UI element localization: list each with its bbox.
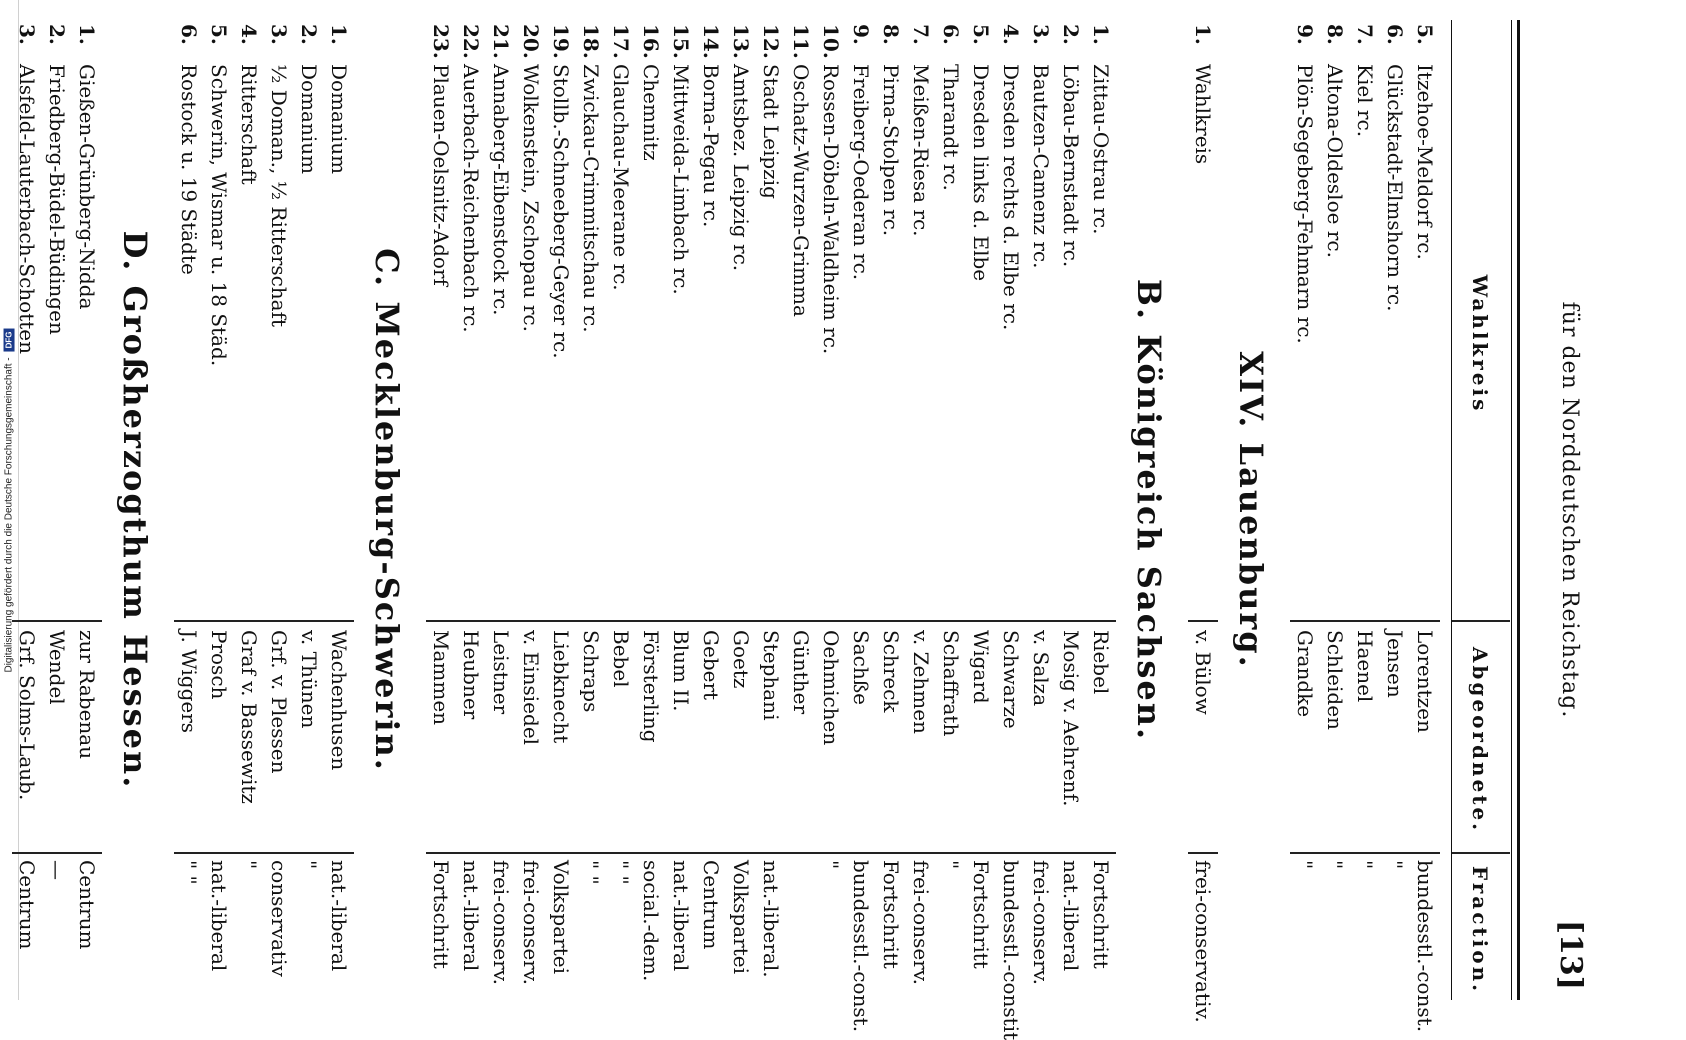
member-name: Schaffrath: [939, 630, 963, 737]
district-name: Rostock u. 19 Städte: [177, 64, 201, 275]
row-number: 1.: [327, 24, 351, 45]
faction-name: nat.-liberal: [327, 860, 351, 972]
district-name: Zittau-Ostrau rc.: [1089, 64, 1113, 235]
district-name: ½ Doman., ½ Ritterschaft: [267, 64, 291, 328]
column-divider: [426, 852, 1116, 854]
faction-name: nat.-liberal: [1059, 860, 1083, 972]
member-name: Bebel: [609, 630, 633, 688]
district-name: Pirna-Stolpen rc.: [879, 64, 903, 237]
row-number: 15.: [669, 24, 693, 59]
faction-name: bundesstl.-const.: [849, 860, 873, 1033]
district-name: Annaberg-Eibenstock rc.: [489, 64, 513, 316]
column-divider: [426, 620, 1116, 622]
member-name: Wendel: [45, 630, 69, 705]
row-number: 6.: [939, 24, 963, 45]
row-number: 9.: [849, 24, 873, 45]
member-name: Goetz: [729, 630, 753, 689]
member-name: Grandke: [1293, 630, 1317, 718]
faction-name: ": [1353, 860, 1377, 870]
row-number: 3.: [267, 24, 291, 45]
member-name: v. Thünen: [297, 630, 321, 729]
member-name: Schwarze: [999, 630, 1023, 729]
row-number: 8.: [879, 24, 903, 45]
faction-name: Centrum: [15, 860, 39, 950]
district-name: Dresden rechts d. Elbe rc.: [999, 64, 1023, 331]
faction-name: frei-conserv.: [909, 860, 933, 986]
district-name: Freiberg-Oederan rc.: [849, 64, 873, 281]
top-rule: [1517, 20, 1520, 1000]
column-header-faction: Fraction.: [1468, 865, 1492, 995]
section-heading: C. Mecklenburg-Schwerin.: [368, 248, 406, 772]
header-column-divider: [1452, 620, 1510, 622]
district-name: Amtsbez. Leipzig rc.: [729, 64, 753, 272]
member-name: v. Einsiedel: [519, 630, 543, 746]
row-number: 5.: [969, 24, 993, 45]
member-name: Schraps: [579, 630, 603, 713]
district-name: Domanium: [297, 64, 321, 175]
district-name: Dresden links d. Elbe: [969, 64, 993, 282]
faction-name: Volkspartei: [549, 860, 573, 974]
member-name: Grf. Solms-Laub.: [15, 630, 39, 801]
district-name: Gießen-Grünberg-Nidda: [75, 64, 99, 310]
faction-name: ": [297, 860, 321, 870]
member-name: v. Zehmen: [909, 630, 933, 734]
member-name: Günther: [789, 630, 813, 715]
member-name: v. Salza: [1029, 630, 1053, 707]
faction-name: social.-dem.: [639, 860, 663, 982]
member-name: Gebert: [699, 630, 723, 701]
row-number: 5.: [207, 24, 231, 45]
column-divider: [12, 620, 102, 622]
member-name: Graf v. Bassewitz: [237, 630, 261, 804]
district-name: Meißen-Riesa rc.: [909, 64, 933, 237]
member-name: Stephani: [759, 630, 783, 721]
row-number: 22.: [459, 24, 483, 59]
row-number: 1.: [1089, 24, 1113, 45]
column-header-member: Abgeordnete.: [1468, 646, 1492, 834]
faction-name: frei-conservativ.: [1191, 860, 1215, 1023]
member-name: Haenel: [1353, 630, 1377, 703]
district-name: Schwerin, Wismar u. 18 Städ.: [207, 64, 231, 367]
digitization-note: Digitalisierung gefördert durch die Deutsche Forschungsgemeinschaft -: [3, 356, 15, 673]
column-divider: [1290, 852, 1440, 854]
member-name: Grf. v. Plessen: [267, 630, 291, 774]
section-heading: D. Großherzogthum Hessen.: [116, 230, 154, 790]
row-number: 6.: [1383, 24, 1407, 45]
member-name: Prosch: [207, 630, 231, 700]
district-name: Mittweida-Limbach rc.: [669, 64, 693, 295]
faction-name: bundesstl.-const.: [1413, 860, 1437, 1033]
row-number: 5.: [1413, 24, 1437, 45]
district-name: Plauen-Oelsnitz-Adorf: [429, 64, 453, 286]
member-name: Lorentzen: [1413, 630, 1437, 733]
faction-name: " ": [609, 860, 633, 885]
row-number: 20.: [519, 24, 543, 59]
faction-name: Centrum: [75, 860, 99, 950]
row-number: 8.: [1323, 24, 1347, 45]
faction-name: " ": [579, 860, 603, 885]
district-name: Bautzen-Camenz rc.: [1029, 64, 1053, 269]
row-number: 13.: [729, 24, 753, 59]
district-name: Altona-Oldesloe rc.: [1323, 64, 1347, 258]
row-number: 18.: [579, 24, 603, 59]
row-number: 1.: [1191, 24, 1215, 45]
row-number: 2.: [1059, 24, 1083, 45]
row-number: 23.: [429, 24, 453, 59]
member-name: Wigard: [969, 630, 993, 704]
member-name: J. Wiggers: [177, 630, 201, 734]
district-name: Chemnitz: [639, 64, 663, 161]
faction-name: Centrum: [699, 860, 723, 950]
faction-name: ": [237, 860, 261, 870]
row-number: 19.: [549, 24, 573, 59]
member-name: Schleiden: [1323, 630, 1347, 730]
row-number: 4.: [999, 24, 1023, 45]
row-number: 10.: [819, 24, 843, 59]
faction-name: ": [939, 860, 963, 870]
faction-name: nat.-liberal: [207, 860, 231, 972]
row-number: 12.: [759, 24, 783, 59]
row-number: 14.: [699, 24, 723, 59]
faction-name: —: [45, 860, 69, 880]
district-name: Tharandt rc.: [939, 64, 963, 191]
district-name: Stadt Leipzig: [759, 64, 783, 199]
member-name: Leistner: [489, 630, 513, 715]
district-name: Alsfeld-Lauterbach-Schotten: [15, 64, 39, 354]
member-name: Oehmichen: [819, 630, 843, 746]
district-name: Borna-Pegau rc.: [699, 64, 723, 228]
district-name: Domanium: [327, 64, 351, 175]
district-name: Wahlkreis: [1191, 64, 1215, 165]
row-number: 2.: [297, 24, 321, 45]
header-column-divider: [1452, 852, 1510, 854]
member-name: Mammen: [429, 630, 453, 726]
page-title: für den Norddeutschen Reichstag.: [1557, 301, 1583, 719]
column-divider: [1290, 620, 1440, 622]
section-heading: B. Königreich Sachsen.: [1130, 278, 1168, 742]
member-name: Riebel: [1089, 630, 1113, 695]
row-number: 2.: [45, 24, 69, 45]
top-rule-thin: [1511, 20, 1512, 1000]
page-header: [1540, 20, 1600, 1000]
column-divider: [1188, 620, 1218, 622]
faction-name: nat.-liberal.: [759, 860, 783, 978]
member-name: Mosig v. Aehrenf.: [1059, 630, 1083, 807]
section-heading: XIV. Lauenburg.: [1232, 351, 1270, 669]
district-name: Plön-Segeberg-Fehmarn rc.: [1293, 64, 1317, 344]
row-number: 7.: [909, 24, 933, 45]
row-number: 6.: [177, 24, 201, 45]
row-number: 3.: [15, 24, 39, 45]
member-name: zur Rabenau: [75, 630, 99, 760]
faction-name: Fortschritt: [1089, 860, 1113, 969]
member-name: Blum II.: [669, 630, 693, 712]
scanned-page: [15, 20, 1600, 1040]
faction-name: ": [819, 860, 843, 870]
faction-name: Volkspartei: [729, 860, 753, 974]
district-name: Itzehoe-Meldorf rc.: [1413, 64, 1437, 260]
column-divider: [174, 620, 354, 622]
member-name: v. Bülow: [1191, 630, 1215, 715]
member-name: Schreck: [879, 630, 903, 713]
row-number: 3.: [1029, 24, 1053, 45]
faction-name: frei-conserv.: [489, 860, 513, 986]
row-number: 21.: [489, 24, 513, 59]
district-name: Ritterschaft: [237, 64, 261, 185]
faction-name: ": [1383, 860, 1407, 870]
faction-name: ": [1293, 860, 1317, 870]
row-number: 4.: [237, 24, 261, 45]
faction-name: nat.-liberal: [459, 860, 483, 972]
district-name: Oschatz-Wurzen-Grimma: [789, 64, 813, 317]
district-name: Zwickau-Crimmitschau rc.: [579, 64, 603, 333]
faction-name: Fortschritt: [429, 860, 453, 969]
column-divider: [174, 852, 354, 854]
member-name: Liebknecht: [549, 630, 573, 744]
district-name: Glückstadt-Elmshorn rc.: [1383, 64, 1407, 312]
member-name: Försterling: [639, 630, 663, 743]
faction-name: Fortschritt: [969, 860, 993, 969]
faction-name: frei-conserv.: [1029, 860, 1053, 986]
district-name: Kiel rc.: [1353, 64, 1377, 138]
member-name: Wachenhusen: [327, 630, 351, 771]
dfg-logo: DFG: [4, 328, 15, 351]
district-name: Wolkenstein, Zschopau rc.: [519, 64, 543, 332]
row-number: 16.: [639, 24, 663, 59]
faction-name: Fortschritt: [879, 860, 903, 969]
district-name: Stollb.-Schneeberg-Geyer rc.: [549, 64, 573, 359]
member-name: Jensen: [1383, 630, 1407, 698]
district-name: Auerbach-Reichenbach rc.: [459, 64, 483, 333]
faction-name: bundesstl.-constit: [999, 860, 1023, 1040]
row-number: 7.: [1353, 24, 1377, 45]
faction-name: nat.-liberal: [669, 860, 693, 972]
faction-name: conservativ: [267, 860, 291, 977]
column-header-district: Wahlkreis: [1468, 274, 1492, 414]
column-divider: [12, 852, 102, 854]
row-number: 11.: [789, 24, 813, 59]
page-number: [13]: [1553, 919, 1588, 990]
district-name: Löbau-Bernstadt rc.: [1059, 64, 1083, 268]
district-name: Glauchau-Meerane rc.: [609, 64, 633, 291]
faction-name: frei-conserv.: [519, 860, 543, 986]
row-number: 9.: [1293, 24, 1317, 45]
member-name: Heubner: [459, 630, 483, 720]
member-name: Sachße: [849, 630, 873, 705]
faction-name: " ": [177, 860, 201, 885]
row-number: 17.: [609, 24, 633, 59]
column-divider: [1188, 852, 1218, 854]
district-name: Friedberg-Büdel-Büdingen: [45, 64, 69, 335]
district-name: Rossen-Döbeln-Waldheim rc.: [819, 64, 843, 355]
row-number: 1.: [75, 24, 99, 45]
faction-name: ": [1323, 860, 1347, 870]
